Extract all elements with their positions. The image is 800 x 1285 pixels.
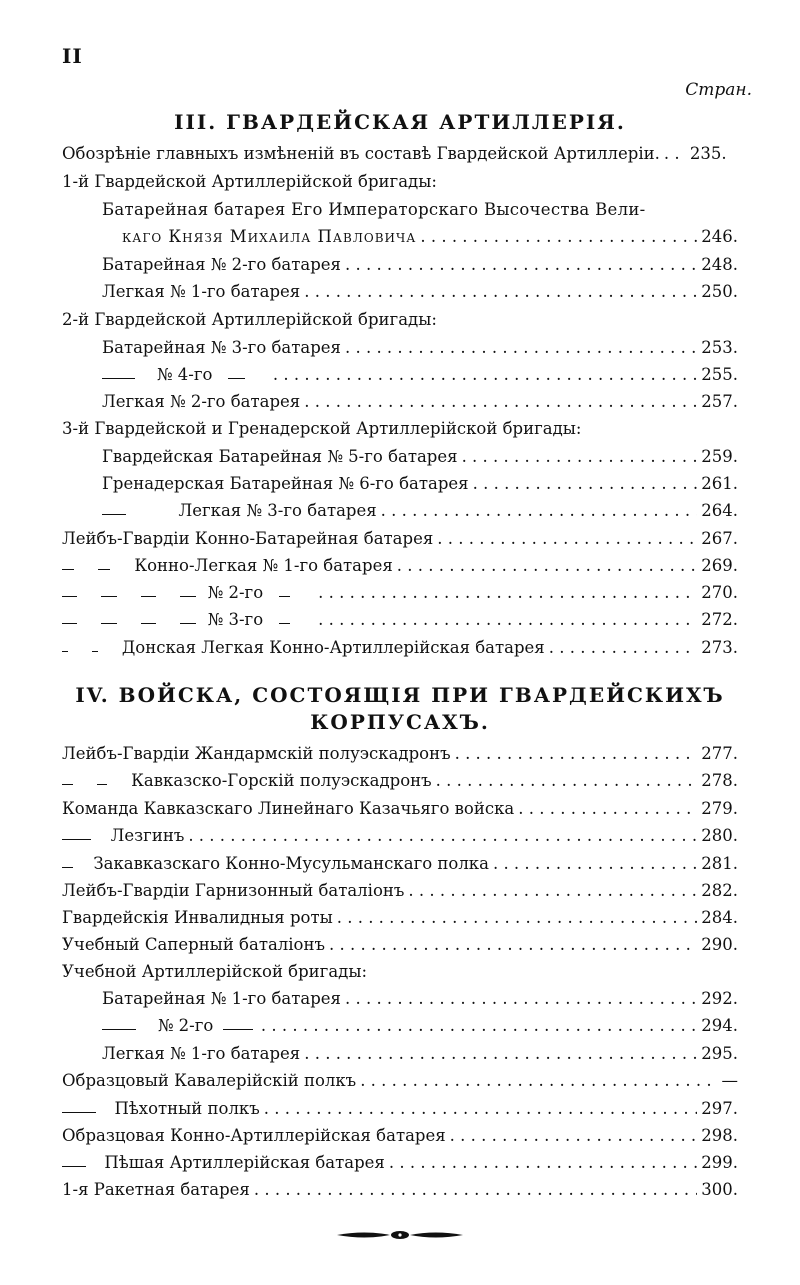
ditto-dash — [223, 1029, 253, 1030]
section-4-heading-cont: КОРПУСАХЪ. — [310, 710, 490, 734]
entry-text: Лезгинъ — [110, 826, 185, 845]
entry-page: 259. — [701, 447, 738, 466]
page-number: II — [62, 44, 83, 68]
entry-text: Лейбъ-Гвардіи Гарнизонный баталіонъ — [62, 881, 405, 900]
dot-leader — [269, 362, 697, 388]
entry-page: 300. — [701, 1180, 738, 1199]
entry-page: 277. — [701, 744, 738, 763]
toc-entry — [62, 607, 738, 633]
entry-text: Обозрѣніе главныхъ измѣненій въ составѣ Гвардейской Артиллеріи. — [62, 144, 660, 163]
entry-page: 235. — [689, 144, 727, 163]
toc-entry — [62, 878, 738, 904]
dot-leader — [314, 607, 697, 633]
toc-entry — [62, 635, 738, 661]
ditto-dash — [97, 784, 108, 785]
entry-page: 290. — [701, 935, 738, 954]
entry-page: 270. — [701, 583, 738, 602]
toc-entry — [102, 444, 738, 470]
brigade-heading: 3-й Гвардейской и Гренадерской Артиллерійской бригады: — [62, 419, 582, 438]
entry-text: Батарейная № 2-го батарея — [102, 255, 341, 274]
ditto-dash — [62, 623, 77, 624]
entry-page: 273. — [701, 638, 738, 657]
entry-page: 253. — [701, 338, 738, 357]
dot-leader — [260, 1096, 698, 1122]
entry-page: 279. — [701, 799, 738, 818]
entry-text: Донская Легкая Конно-Артиллерійская батарея — [121, 638, 545, 657]
entry-text: № 2-го — [157, 1016, 214, 1035]
entry-page: 269. — [701, 556, 738, 575]
dot-leader — [325, 932, 697, 958]
ditto-dash — [62, 839, 91, 840]
entry-page: 250. — [701, 282, 738, 301]
ditto-dash — [102, 1029, 136, 1030]
entry-text: Кавказско-Горскій полуэскадронъ — [131, 771, 432, 790]
dot-leader — [469, 471, 698, 497]
dot-leader — [333, 905, 698, 931]
ditto-dash — [141, 596, 156, 597]
entry-text: 1-я Ракетная батарея — [62, 1180, 250, 1199]
brigade-heading: 2-й Гвардейской Артиллерійской бригады: — [62, 310, 437, 329]
dot-leader — [514, 796, 697, 822]
dot-leader — [385, 1150, 697, 1176]
toc-entry — [62, 1123, 738, 1149]
entry-page: 280. — [701, 826, 738, 845]
ditto-dash — [279, 596, 290, 597]
brigade-heading: Учебной Артиллерійской бригады: — [62, 962, 368, 981]
toc-entry — [62, 1096, 738, 1122]
dot-leader — [451, 741, 698, 767]
entry-text: Батарейная № 1-го батарея — [102, 989, 341, 1008]
dot-leader — [250, 1177, 697, 1203]
entry-text: Учебный Саперный баталіонъ — [62, 935, 325, 954]
entry-text: Пѣхотный полкъ — [114, 1099, 260, 1118]
toc-entry — [62, 796, 738, 822]
ditto-dash — [228, 378, 244, 379]
dot-leader — [257, 1013, 697, 1039]
toc-entry — [102, 1041, 738, 1067]
entry-page: 282. — [701, 881, 738, 900]
toc-entry — [62, 526, 738, 552]
brigade-heading: 1-й Гвардейской Артиллерійской бригады: — [62, 172, 437, 191]
section-3-heading: III. ГВАРДЕЙСКАЯ АРТИЛЛЕРІЯ. — [174, 110, 626, 134]
ditto-dash — [62, 651, 68, 652]
dot-leader — [356, 1068, 717, 1094]
dot-leader — [458, 444, 698, 470]
entry-text: каго Князя Михаила Павловича — [122, 227, 417, 246]
toc-entry — [102, 335, 738, 361]
entry-page: 248. — [701, 255, 738, 274]
toc-entry — [122, 224, 738, 250]
dot-leader — [341, 986, 697, 1012]
entry-page: 295. — [701, 1044, 738, 1063]
entry-page: 299. — [701, 1153, 738, 1172]
ditto-dash — [180, 623, 195, 624]
toc-entry — [102, 279, 738, 305]
entry-text: Пѣшая Артиллерійская батарея — [104, 1153, 385, 1172]
entry-text: Гвардейская Батарейная № 5-го батарея — [102, 447, 458, 466]
entry-text: Легкая № 1-го батарея — [102, 1044, 301, 1063]
ditto-dash — [98, 569, 110, 570]
entry-page: 298. — [701, 1126, 738, 1145]
toc-entry — [102, 986, 738, 1012]
toc-entry — [102, 1013, 738, 1039]
toc-entry — [62, 905, 738, 931]
entry-page: 264. — [701, 501, 738, 520]
dot-leader — [377, 498, 698, 524]
ditto-dash — [62, 784, 73, 785]
ditto-dash — [102, 514, 126, 515]
toc-entry — [62, 932, 738, 958]
dot-leader — [545, 635, 698, 661]
toc-entry — [62, 741, 738, 767]
page-column-label: Стран. — [685, 80, 752, 100]
entry-page: 294. — [701, 1016, 738, 1035]
entry-text: Легкая № 1-го батарея — [102, 282, 301, 301]
entry-page: 297. — [701, 1099, 738, 1118]
ditto-dash — [62, 596, 77, 597]
toc-entry — [62, 823, 738, 849]
toc-entry — [62, 1177, 738, 1203]
dot-leader — [433, 526, 697, 552]
toc-entry — [62, 851, 738, 877]
entry-text: Легкая № 3-го батарея — [178, 501, 377, 520]
ditto-dash — [62, 569, 74, 570]
entry-text: Закавказскаго Конно-Мусульманскаго полка — [93, 854, 489, 873]
section-4-heading: IV. ВОЙСКА, СОСТОЯЩІЯ ПРИ ГВАРДЕЙСКИХЪ — [75, 683, 725, 707]
ditto-dash — [101, 596, 116, 597]
entry-page: 272. — [701, 610, 738, 629]
toc-entry — [62, 141, 738, 167]
dot-leader — [341, 335, 697, 361]
ditto-dash — [62, 1112, 96, 1113]
dot-leader — [404, 878, 697, 904]
entry-text: Батарейная № 3-го батарея — [102, 338, 341, 357]
entry-text: Команда Кавказскаго Линейнаго Казачьяго войска — [62, 799, 515, 818]
dot-leader — [300, 279, 697, 305]
toc-entry-line: Батарейная батарея Его Императорскаго Высочества Вели- — [102, 200, 646, 219]
entry-page: 292. — [701, 989, 738, 1008]
dot-leader — [300, 389, 697, 415]
dot-leader — [416, 224, 697, 250]
toc-entry — [102, 389, 738, 415]
toc-entry — [102, 498, 738, 524]
ditto-dash — [180, 596, 195, 597]
dot-leader — [393, 553, 697, 579]
dot-leader — [489, 851, 697, 877]
ditto-dash — [102, 378, 135, 379]
entry-text: Образцовая Конно-Артиллерійская батарея — [62, 1126, 446, 1145]
entry-page: 255. — [701, 365, 738, 384]
ditto-dash — [62, 1166, 86, 1167]
dot-leader — [446, 1123, 698, 1149]
ditto-dash — [141, 623, 156, 624]
entry-page: 281. — [701, 854, 738, 873]
entry-page: 284. — [701, 908, 738, 927]
ditto-dash — [92, 651, 98, 652]
entry-text: Конно-Легкая № 1-го батарея — [134, 556, 393, 575]
dot-leader — [432, 768, 698, 794]
entry-text: Легкая № 2-го батарея — [102, 392, 301, 411]
entry-text: Образцовый Кавалерійскій полкъ — [62, 1071, 357, 1090]
entry-page: 246. — [701, 227, 738, 246]
toc-entry — [62, 1150, 738, 1176]
dot-leader — [341, 252, 697, 278]
entry-text: № 2-го — [207, 583, 264, 602]
dot-leader — [314, 580, 697, 606]
ditto-dash — [101, 623, 116, 624]
entry-page: 257. — [701, 392, 738, 411]
ditto-dash — [279, 623, 290, 624]
dot-leader — [660, 141, 686, 167]
ditto-dash — [62, 867, 73, 868]
entry-text: № 3-го — [207, 610, 264, 629]
entry-text: Лейбъ-Гвардіи Жандармскій полуэскадронъ — [62, 744, 451, 763]
entry-page: 267. — [701, 529, 738, 548]
entry-text: Гренадерская Батарейная № 6-го батарея — [102, 474, 469, 493]
toc-entry — [102, 471, 738, 497]
toc-entry — [62, 553, 738, 579]
entry-page: 261. — [701, 474, 738, 493]
dot-leader — [300, 1041, 697, 1067]
toc-entry — [62, 580, 738, 606]
ornament-rule — [335, 1227, 465, 1243]
toc-entry — [62, 1068, 738, 1094]
toc-entry — [102, 252, 738, 278]
toc-entry — [102, 362, 738, 388]
entry-text: № 4-го — [156, 365, 213, 384]
entry-page: — — [721, 1071, 738, 1090]
entry-text: Гвардейскія Инвалидныя роты — [62, 908, 333, 927]
dot-leader — [184, 823, 697, 849]
entry-text: Лейбъ-Гвардіи Конно-Батарейная батарея — [62, 529, 434, 548]
toc-entry — [62, 768, 738, 794]
entry-page: 278. — [701, 771, 738, 790]
